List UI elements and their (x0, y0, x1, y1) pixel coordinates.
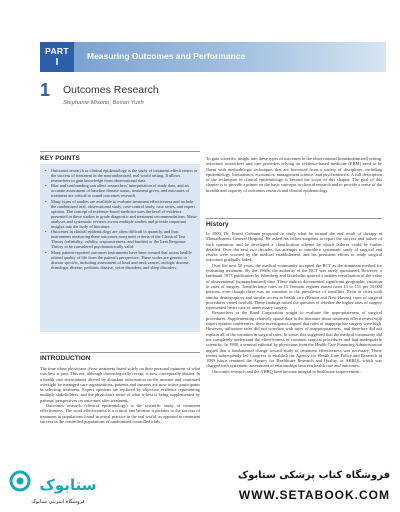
key-point-item (44, 183, 198, 198)
key-point-item (44, 168, 198, 183)
watermark-url[interactable]: WWW.SETABOOK.COM (238, 488, 390, 502)
part-number: I (55, 57, 59, 68)
bullet-icon: • (45, 198, 47, 204)
chapter-authors: Stephanie Misono, Bevan Yueh (63, 100, 144, 106)
key-point-item (44, 229, 198, 249)
history-paragraph: Outcomes research and the AHRQ have become integral to healthcare improvement... (212, 368, 363, 374)
bullet-icon: • (45, 229, 47, 235)
history-paragraph: Over the next 50 years, the medical community accepted the RCT as the dominant method for evaluating treatment. By the 1960s, the authority of the RCT was rarely questioned. However, a landmark 1973 publication by Wennberg and Gittelsohn spurred a sudden reevaluation of the value of observational (nonrandomized) data. These authors documented significant geographic variation in rates of surgery. Tonsillectomy rates in 13 Vermont regions varied from 13 to 151 per 10,000 persons, even though there was no variation in the prevalence of tonsillitis. Even in cities with similar demographics and similar access to health care (Boston and New Haven), rates of surgical procedures varied twofold. These findings raised the question of whether the higher rates of surgery represented better care or unnecessary surgery. (206, 262, 382, 311)
key-points-list (44, 168, 198, 328)
bullet-icon: • (45, 168, 47, 173)
introduction-rule (40, 352, 200, 353)
watermark-site-name: فروشگاه کتاب پزشکی ستابوک (237, 470, 390, 481)
history-paragraph: Researchers at the Rand Corporation sought to evaluate the appropriateness of surgical procedures. Supplementing relatively sparse data in the literature about treatment effectiveness with expert opinion conferences, these investigators argued that rates of inappropriate surgery were high. However, utilization rates did not correlate with rates of inappropriateness, and therefore did not explain all of the variation in surgical rates. In some, this suggested that the medical community did not completely understand the effectiveness of common surgical procedures and had inadequately scientific. In 1988, a seminal editorial by physicians from the Health Care Financing Administration argued that a fundamental change toward study of treatment effectiveness was necessary. These events subsequently led Congress to establish the Agency for Health Care Policy and Research in 1989 (since renamed the Agency for Healthcare Research and Quality, or AHRQ), which was charged with systematic assessment of relationships between health care and outcomes. (206, 310, 382, 369)
part-label-box (40, 42, 74, 72)
history-body (206, 231, 382, 463)
introduction-paragraph: The time when physicians chose treatment based solely on their personal opinions of what was best is past. This era, although chronologically recent, is now conceptually distant. In a health care environment altered by abundant information on the internet and continued oversight by managed care organizations, patients and insurers are now active participants in selecting treatment. Expert opinions are replaced by objective evidence representing multiple stakeholders, and the physician's sense of what is best is being supplemented by patients' perspectives on outcomes after treatment. (40, 366, 200, 403)
key-points-heading: KEY POINTS (40, 155, 80, 162)
introduction-paragraph: Outcomes research (clinical epidemiology) is the scientific study of treatment effectiveness. The word effectiveness is a critical one because it pertains to the success of treatment in populations found in actual practice in the real world, as opposed to treatment success in the controlled populations of randomized controlled trials. (40, 403, 200, 424)
key-point-item (44, 250, 198, 270)
part-title-band (74, 42, 386, 72)
bullet-icon: • (45, 249, 47, 255)
history-heading: History (206, 221, 229, 228)
key-point-text: Bias and confounding can affect researchers' interpretation of study data, and an accurate assessment of baseline disease status, treatment given, and outcomes of treatment are critical to sound outcomes research. (51, 183, 190, 199)
history-rule (206, 218, 382, 219)
key-point-item (44, 199, 198, 230)
right-intro-paragraph: To gain scientific insight into these types of outcomes in the observational (nonrandomized) setting, outcomes researchers and care providers relying on evidence-based medicine (EBM) need to be fluent with methodologic techniques that are borrowed from a variety of disciplines, including epidemiology, biostatistics, economics, management science, and psychometrics. A full description of the techniques in clinical epidemiology is beyond the scope of this chapter. The goal of this chapter is to provide a primer on the basic concepts in clinical research and to provide a sense of the breadth and capacity of outcomes research and clinical epidemiology. (206, 156, 382, 193)
part-title: Measuring Outcomes and Performance (87, 51, 246, 61)
key-points-rule (40, 151, 200, 152)
setabook-logo[interactable] (8, 466, 104, 508)
introduction-heading: INTRODUCTION (40, 355, 91, 362)
bullet-icon: • (45, 183, 47, 189)
chapter-title: Outcomes Research (63, 84, 159, 96)
key-point-text: Outcomes in clinical epidemiology are often difficult to quantify, and thus instruments measuring these outcomes must meet criteria of the Classical Test Theory (reliability, validity, responsiveness, and burden) or the Item Response Theory to be considered psychometrically valid. (51, 229, 186, 250)
history-paragraph: In 1900, Dr. Ernest Codman proposed to study what he termed the end result of therapy at Massachusetts General Hospital. He asked his fellow surgeons to report the success and failure of each operation, and he developed a classification scheme by which failures could be further detailed. Over the next two decades, his attempts to introduce systematic study of surgical end results were scorned by the medical establishment, and his persistent efforts to study surgical outcomes gradually faded. (206, 231, 382, 263)
key-point-text: Many patient-reported outcomes instruments have been created that assess health-related quality of life from the patient's perspective. These scales are generic or disease specific, including assessment of head and neck cancer, otologic disease, rhinologic disease, pediatric disease, voice disorders, and sleep disorders. (51, 249, 193, 270)
key-point-text: Outcomes research or clinical epidemiology is the study of treatment effectiveness or the success of treatment in the nonrandomized, real-world setting. It allows researchers to gain knowledge from observational data. (51, 168, 198, 184)
part-label: PART (45, 46, 69, 56)
introduction-body (40, 366, 200, 470)
logo-dot-icon (17, 478, 24, 485)
logo-text: ستابوک (39, 476, 97, 494)
right-intro-body (206, 156, 382, 216)
chapter-number: 1 (40, 80, 51, 100)
logo-subtext: فروشگاه اینترنتی ستابوک (31, 499, 85, 505)
key-point-text: Many types of studies are available to evaluate treatment effectiveness and include the randomized trial, observational study, case-control study, case series, and expert opinion. The concept of evidence-based medicine uses the level of evidence presented in these studies to grade diagnostic and treatment recommendations. Meta-analyses and systematic reviews across multiple studies and provide important insights into the body of literature. (51, 198, 198, 230)
